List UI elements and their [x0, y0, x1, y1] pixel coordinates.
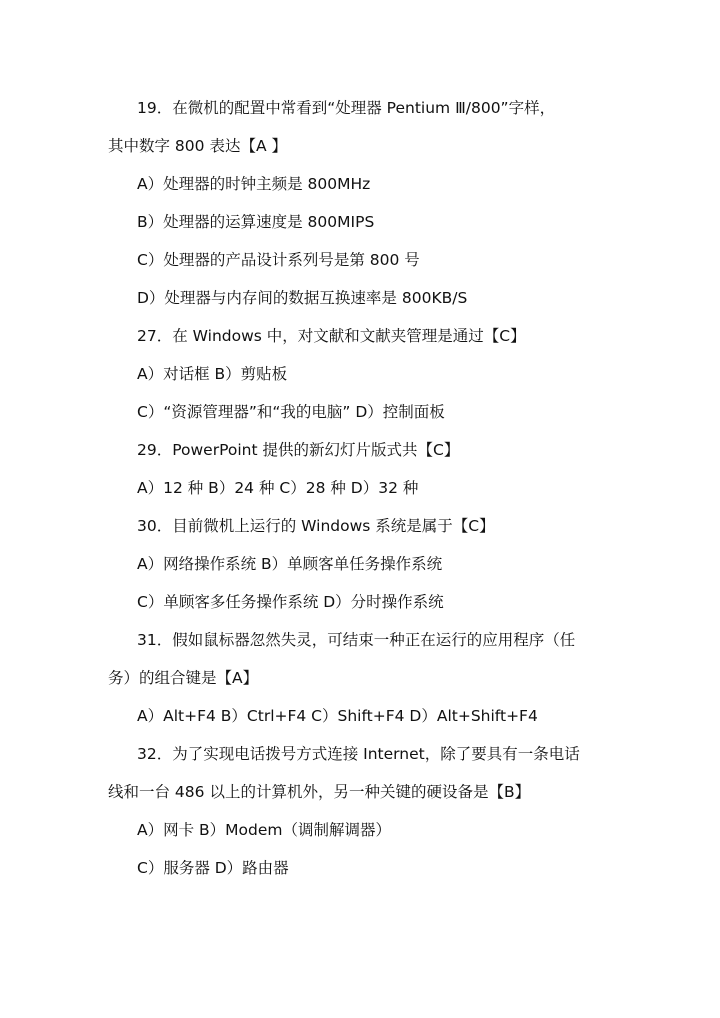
question-29-line: 29．PowerPoint 提供的新幻灯片版式共【C】	[137, 441, 460, 459]
question-30-line: 30．目前微机上运行的 Windows 系统是属于【C】	[137, 517, 495, 535]
question-27-line: 27．在 Windows 中，对文献和文献夹管理是通过【C】	[137, 327, 526, 345]
question-19-option-a: A）处理器的时钟主频是 800MHz	[137, 175, 371, 193]
question-30-options-ab: A）网络操作系统 B）单顾客单任务操作系统	[137, 555, 443, 573]
question-30-options-cd: C）单顾客多任务操作系统 D）分时操作系统	[137, 593, 444, 611]
question-32-options-ab: A）网卡 B）Modem（调制解调器）	[137, 821, 391, 839]
question-29-options: A）12 种 B）24 种 C）28 种 D）32 种	[137, 479, 419, 497]
question-19-line-1: 19．在微机的配置中常看到“处理器 Pentium Ⅲ/800”字样，	[137, 99, 556, 117]
question-27-options-ab: A）对话框 B）剪贴板	[137, 365, 288, 383]
question-31-options: A）Alt+F4 B）Ctrl+F4 C）Shift+F4 D）Alt+Shift+F4	[137, 707, 538, 725]
question-32-line-2: 线和一台 486 以上的计算机外，另一种关键的硬设备是【B】	[108, 783, 531, 801]
question-19-line-2: 其中数字 800 表达【A 】	[108, 137, 287, 155]
question-19-option-d: D）处理器与内存间的数据互换速率是 800KB/S	[137, 289, 468, 307]
question-19-option-b: B）处理器的运算速度是 800MIPS	[137, 213, 375, 231]
question-27-options-cd: C）“资源管理器”和“我的电脑” D）控制面板	[137, 403, 445, 421]
question-19-option-c: C）处理器的产品设计系列号是第 800 号	[137, 251, 420, 269]
question-31-line-2: 务）的组合键是【A】	[108, 669, 259, 687]
question-31-line-1: 31．假如鼠标器忽然失灵，可结束一种正在运行的应用程序（任	[137, 631, 576, 649]
question-32-options-cd: C）服务器 D）路由器	[137, 859, 289, 877]
question-32-line-1: 32．为了实现电话拨号方式连接 Internet，除了要具有一条电话	[137, 745, 580, 763]
